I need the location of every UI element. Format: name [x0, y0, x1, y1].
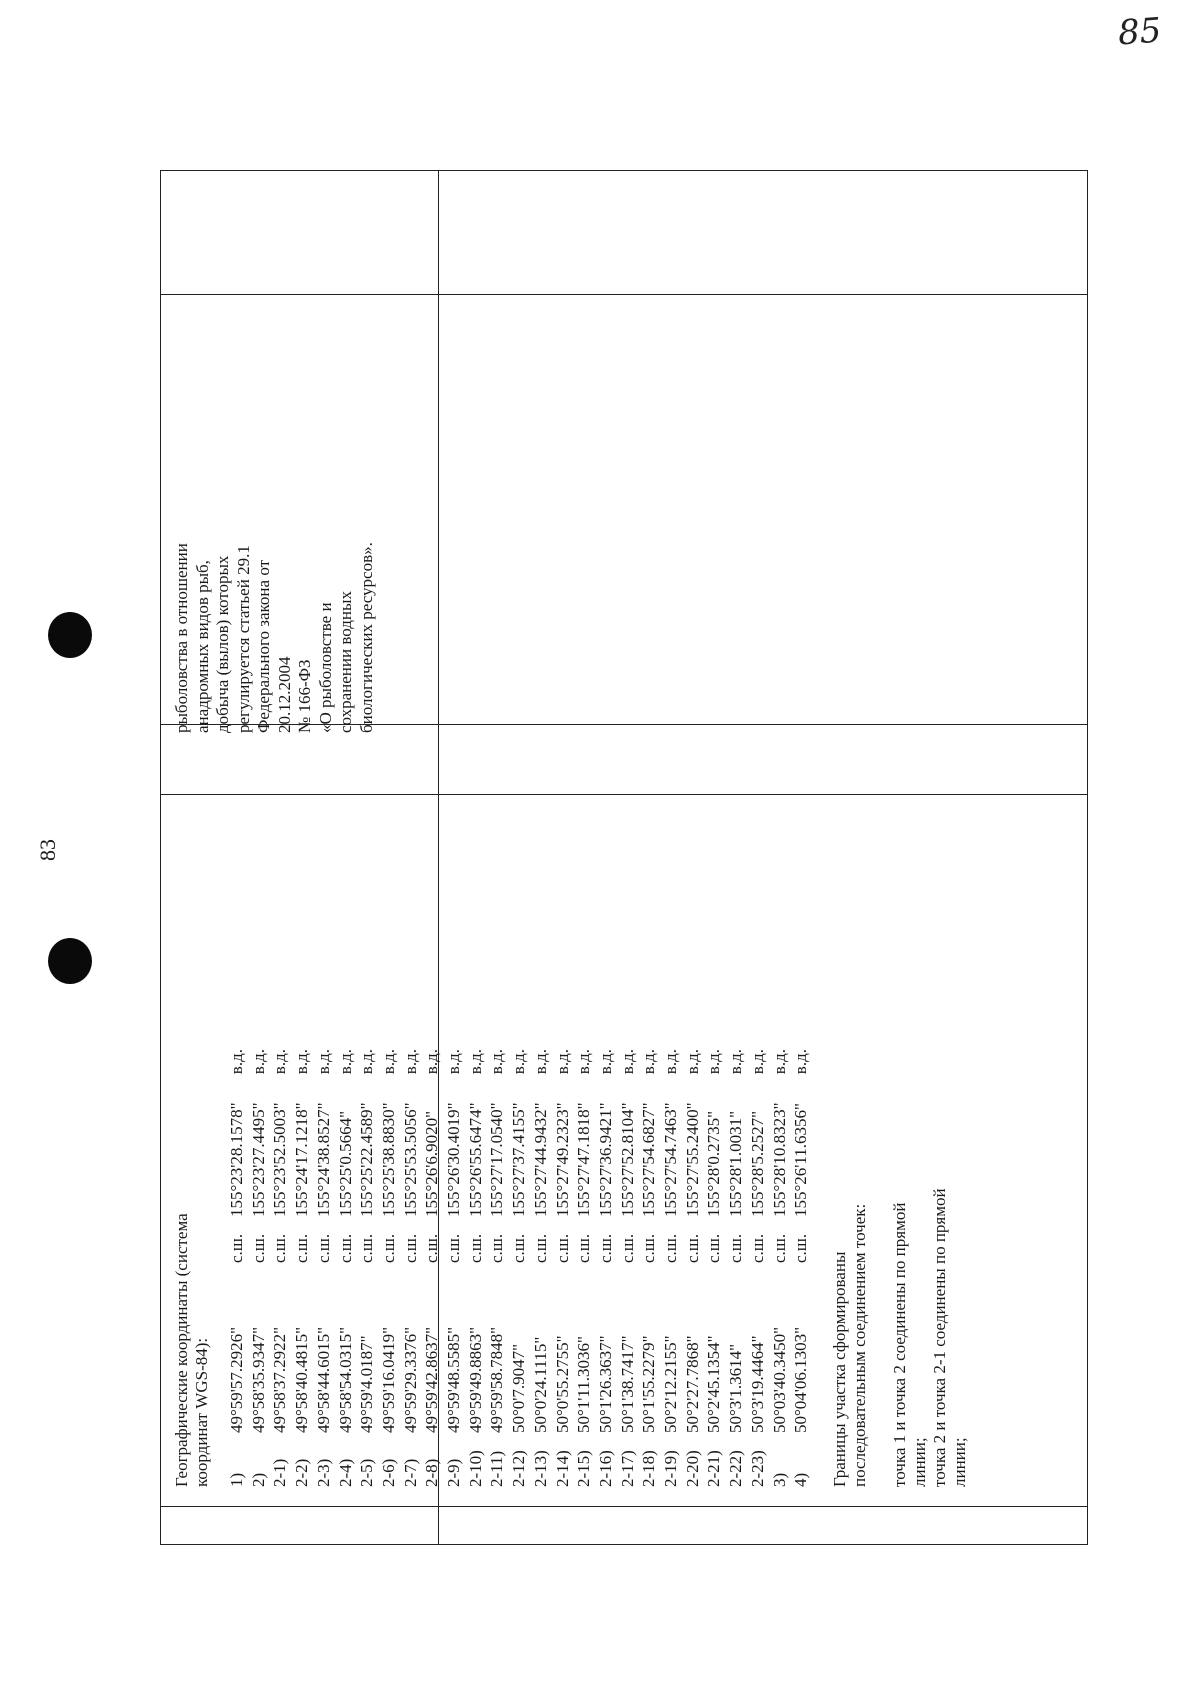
law-line: добыча (вылов) которых [213, 555, 232, 733]
coordinate-longitude: 155°25'22.4589" [357, 1102, 377, 1217]
coordinate-lon-suffix: в.д. [509, 1049, 529, 1075]
boundary-description: линии; [949, 1437, 969, 1487]
coordinate-lat-suffix: с.ш. [769, 1233, 789, 1263]
coordinate-longitude: 155°27'47.1818" [574, 1102, 594, 1217]
coordinate-lon-suffix: в.д. [595, 1049, 615, 1075]
table-column-divider [160, 1506, 1088, 1507]
coordinate-lon-suffix: в.д. [747, 1049, 767, 1075]
boundaries-title: Границы участка сформированы последовательным соединением точек: [829, 1203, 869, 1487]
coordinate-point-number: 2-13) [530, 1450, 550, 1487]
coordinate-row [573, 847, 595, 1487]
coordinate-row [725, 847, 747, 1487]
law-line: анадромных видов рыб, [192, 560, 212, 733]
coordinates-list [226, 847, 812, 1487]
coordinate-latitude: 49°58'44.6015" [313, 1326, 333, 1433]
coordinate-longitude: 155°25'0.5664" [335, 1110, 355, 1217]
coordinate-row [378, 847, 400, 1487]
table-row-divider [160, 170, 161, 1545]
coordinate-point-number: 2-3) [313, 1458, 333, 1487]
coordinate-longitude: 155°28'0.2735" [704, 1110, 724, 1217]
coordinate-row [248, 847, 270, 1487]
coordinate-row [421, 847, 443, 1487]
coordinate-latitude: 50°0'7.9047" [509, 1343, 529, 1433]
coordinate-lat-suffix: с.ш. [335, 1233, 355, 1263]
coordinate-latitude: 50°03'40.3450" [769, 1326, 789, 1433]
coordinate-point-number: 2-14) [552, 1450, 572, 1487]
coordinate-latitude: 50°0'55.2755" [552, 1335, 572, 1433]
coordinate-lon-suffix: в.д. [552, 1049, 572, 1075]
coordinate-point-number: 2-17) [617, 1450, 637, 1487]
coordinate-lat-suffix: с.ш. [704, 1233, 724, 1263]
coordinate-lon-suffix: в.д. [617, 1049, 637, 1075]
coordinate-lat-suffix: с.ш. [617, 1233, 637, 1263]
coordinate-point-number: 2-1) [270, 1458, 290, 1487]
coordinate-longitude: 155°27'55.2400" [682, 1102, 702, 1217]
coordinate-lat-suffix: с.ш. [248, 1233, 268, 1263]
coordinate-point-number: 2-6) [378, 1458, 398, 1487]
coordinate-point-number: 4) [791, 1472, 811, 1487]
coordinate-point-number: 2-2) [292, 1458, 312, 1487]
coordinate-latitude: 50°0'24.1115" [530, 1336, 550, 1433]
law-line: регулируется статьей 29.1 [233, 545, 253, 733]
coordinate-lat-suffix: с.ш. [270, 1233, 290, 1263]
coordinate-row [769, 847, 791, 1487]
punch-hole-upper [48, 612, 92, 658]
coordinate-point-number: 2-19) [661, 1450, 681, 1487]
coordinate-row [552, 847, 574, 1487]
coordinate-row [703, 847, 725, 1487]
coordinate-lat-suffix: с.ш. [552, 1233, 572, 1263]
coordinate-latitude: 50°3'19.4464" [747, 1335, 767, 1433]
coordinate-lon-suffix: в.д. [400, 1049, 420, 1075]
table-column-divider [160, 294, 1088, 295]
coordinate-longitude: 155°25'38.8830" [378, 1102, 398, 1217]
coordinate-lon-suffix: в.д. [248, 1049, 268, 1075]
law-line: «О рыболовстве и [315, 602, 335, 733]
coordinate-point-number: 2-4) [335, 1458, 355, 1487]
coordinate-latitude: 50°1'26.3637" [595, 1335, 615, 1433]
coordinate-row [400, 847, 422, 1487]
coordinate-row [486, 847, 508, 1487]
coordinate-row [747, 847, 769, 1487]
coordinate-row [660, 847, 682, 1487]
coordinate-longitude: 155°26'11.6356" [791, 1103, 811, 1217]
coordinate-point-number: 3) [769, 1472, 789, 1487]
coordinate-lon-suffix: в.д. [791, 1049, 811, 1075]
coordinate-longitude: 155°27'37.4155" [509, 1102, 529, 1217]
law-line: № 166-ФЗ [295, 659, 314, 733]
coordinate-point-number: 2-12) [509, 1450, 529, 1487]
coordinate-lat-suffix: с.ш. [747, 1233, 767, 1263]
coordinate-longitude: 155°24'38.8527" [313, 1102, 333, 1217]
coordinate-lon-suffix: в.д. [704, 1049, 724, 1075]
coordinate-point-number: 2-8) [422, 1458, 442, 1487]
coordinate-longitude: 155°27'44.9432" [530, 1102, 550, 1217]
coordinate-lon-suffix: в.д. [465, 1049, 485, 1075]
coordinate-longitude: 155°23'27.4495" [248, 1102, 268, 1217]
coordinate-latitude: 50°1'55.2279" [639, 1335, 659, 1433]
coordinate-point-number: 2-9) [444, 1458, 464, 1487]
law-line: 20.12.2004 [274, 656, 294, 733]
coordinate-latitude: 49°58'35.9347" [248, 1326, 268, 1433]
coordinate-lat-suffix: с.ш. [292, 1233, 312, 1263]
law-reference-cell [172, 488, 377, 733]
boundary-description: линии; [909, 1437, 929, 1487]
coordinate-latitude: 49°58'37.2922" [270, 1326, 290, 1433]
coordinate-latitude: 50°1'11.3036" [574, 1336, 594, 1433]
coordinate-lat-suffix: с.ш. [639, 1233, 659, 1263]
coordinate-lat-suffix: с.ш. [227, 1233, 246, 1263]
coordinate-point-number: 2-21) [704, 1450, 724, 1487]
coordinate-lat-suffix: с.ш. [509, 1233, 529, 1263]
coordinate-point-number: 2-22) [726, 1450, 746, 1487]
coordinate-latitude: 50°3'1.3614" [726, 1343, 746, 1433]
law-line: сохранении водных [336, 591, 355, 733]
coordinate-latitude: 49°59'57.2926" [227, 1326, 246, 1433]
coordinate-point-number: 1) [227, 1472, 246, 1487]
coordinate-latitude: 49°59'42.8637" [422, 1326, 442, 1433]
coordinate-row [313, 847, 335, 1487]
coordinate-lon-suffix: в.д. [444, 1049, 464, 1075]
coordinate-lon-suffix: в.д. [270, 1049, 290, 1075]
coordinate-lat-suffix: с.ш. [400, 1233, 420, 1263]
coordinate-lon-suffix: в.д. [726, 1049, 746, 1075]
boundary-description: точка 2 и точка 2-1 соединены по прямой [929, 1188, 949, 1487]
coordinate-longitude: 155°27'54.6827" [639, 1102, 659, 1217]
coordinates-title: Географические координаты (система координат WGS-84): [172, 1213, 211, 1487]
boundary-description: точка 1 и точка 2 соединены по прямой [889, 1202, 909, 1487]
coordinate-row [443, 847, 465, 1487]
coordinate-longitude: 155°27'36.9421" [595, 1102, 615, 1217]
coordinate-point-number: 2-5) [357, 1458, 377, 1487]
coordinate-latitude: 50°2'12.2155" [661, 1335, 681, 1433]
coordinate-lat-suffix: с.ш. [595, 1233, 615, 1263]
coordinate-lon-suffix: в.д. [227, 1049, 246, 1075]
coordinate-lat-suffix: с.ш. [313, 1233, 333, 1263]
coordinate-point-number: 2-16) [595, 1450, 615, 1487]
coordinate-lon-suffix: в.д. [335, 1049, 355, 1075]
coordinate-lat-suffix: с.ш. [530, 1233, 550, 1263]
coordinate-lat-suffix: с.ш. [661, 1233, 681, 1263]
coordinate-lon-suffix: в.д. [769, 1049, 789, 1075]
coordinate-row [595, 847, 617, 1487]
coordinate-latitude: 49°59'49.8863" [465, 1326, 485, 1433]
coordinate-lon-suffix: в.д. [422, 1049, 442, 1075]
coordinate-lon-suffix: в.д. [530, 1049, 550, 1075]
coordinate-point-number: 2) [248, 1472, 268, 1487]
coordinate-latitude: 49°59'29.3376" [400, 1326, 420, 1433]
coordinate-latitude: 50°2'27.7868" [682, 1335, 702, 1433]
coordinate-lat-suffix: с.ш. [465, 1233, 485, 1263]
coordinate-point-number: 2-15) [574, 1450, 594, 1487]
coordinate-longitude: 155°27'49.2323" [552, 1102, 572, 1217]
coordinate-lat-suffix: с.ш. [682, 1233, 702, 1263]
coordinate-row [508, 847, 530, 1487]
coordinate-longitude: 155°28'10.8323" [769, 1102, 789, 1217]
coordinate-lon-suffix: в.д. [357, 1049, 377, 1075]
coordinate-longitude: 155°28'5.2527" [747, 1110, 767, 1217]
coordinate-latitude: 49°58'54.0315" [335, 1326, 355, 1433]
coordinate-lat-suffix: с.ш. [378, 1233, 398, 1263]
coordinate-lat-suffix: с.ш. [444, 1233, 464, 1263]
coordinate-longitude: 155°26'55.6474" [465, 1102, 485, 1217]
coordinate-latitude: 49°58'40.4815" [292, 1326, 312, 1433]
law-line: Федерального закона от [254, 559, 273, 733]
coordinate-latitude: 49°59'58.7848" [487, 1326, 507, 1433]
coordinate-row [291, 847, 313, 1487]
coordinate-row [269, 847, 291, 1487]
coordinate-lon-suffix: в.д. [292, 1049, 312, 1075]
coordinate-latitude: 50°04'06.1303" [791, 1326, 811, 1433]
coordinate-latitude: 49°59'16.0419" [378, 1326, 398, 1433]
coordinate-longitude: 155°23'28.1578" [227, 1102, 246, 1217]
coordinate-lon-suffix: в.д. [378, 1049, 398, 1075]
coordinate-lon-suffix: в.д. [574, 1049, 594, 1075]
coordinates-cell [172, 847, 970, 1487]
coordinate-latitude: 50°1'38.7417" [617, 1335, 637, 1433]
coordinate-lon-suffix: в.д. [682, 1049, 702, 1075]
table-column-divider [160, 794, 1088, 795]
law-line: биологических ресурсов». [356, 542, 376, 733]
punch-hole-lower [48, 938, 92, 984]
coordinate-longitude: 155°26'30.4019" [444, 1102, 464, 1217]
coordinate-lon-suffix: в.д. [313, 1049, 333, 1075]
coordinate-longitude: 155°26'6.9020" [422, 1110, 442, 1217]
coordinate-longitude: 155°27'54.7463" [661, 1102, 681, 1217]
coordinate-row [465, 847, 487, 1487]
coordinate-lat-suffix: с.ш. [487, 1233, 507, 1263]
coordinate-lat-suffix: с.ш. [574, 1233, 594, 1263]
coordinate-latitude: 50°2'45.1354" [704, 1335, 724, 1433]
coordinate-row [226, 847, 248, 1487]
coordinate-row [617, 847, 639, 1487]
coordinate-lon-suffix: в.д. [639, 1049, 659, 1075]
handwritten-page-number: 85 [1116, 10, 1163, 54]
coordinate-lon-suffix: в.д. [661, 1049, 681, 1075]
coordinate-point-number: 2-23) [747, 1450, 767, 1487]
coordinate-row [530, 847, 552, 1487]
rotated-table-content [35, 170, 1088, 1545]
coordinate-longitude: 155°25'53.5056" [400, 1102, 420, 1217]
coordinate-latitude: 49°59'48.5585" [444, 1326, 464, 1433]
coordinate-row [638, 847, 660, 1487]
coordinate-point-number: 2-20) [682, 1450, 702, 1487]
coordinate-lat-suffix: с.ш. [422, 1233, 442, 1263]
coordinate-lat-suffix: с.ш. [357, 1233, 377, 1263]
coordinate-longitude: 155°28'1.0031" [726, 1110, 746, 1217]
coordinate-row [335, 847, 357, 1487]
coordinate-point-number: 2-10) [465, 1450, 485, 1487]
coordinate-row [790, 847, 812, 1487]
coordinate-lon-suffix: в.д. [487, 1049, 507, 1075]
coordinate-lat-suffix: с.ш. [726, 1233, 746, 1263]
coordinate-longitude: 155°27'17.0540" [487, 1102, 507, 1217]
printed-page-number: 83 [35, 839, 60, 861]
coordinate-row [682, 847, 704, 1487]
law-line: рыболовства в отношении [172, 543, 191, 733]
coordinate-point-number: 2-7) [400, 1458, 420, 1487]
coordinate-point-number: 2-18) [639, 1450, 659, 1487]
coordinate-lat-suffix: с.ш. [791, 1233, 811, 1263]
coordinate-row [356, 847, 378, 1487]
coordinate-latitude: 49°59'4.0187" [357, 1335, 377, 1433]
coordinate-point-number: 2-11) [487, 1450, 507, 1487]
coordinate-longitude: 155°24'17.1218" [292, 1102, 312, 1217]
coordinate-longitude: 155°27'52.8104" [617, 1102, 637, 1217]
coordinate-longitude: 155°23'52.5003" [270, 1102, 290, 1217]
